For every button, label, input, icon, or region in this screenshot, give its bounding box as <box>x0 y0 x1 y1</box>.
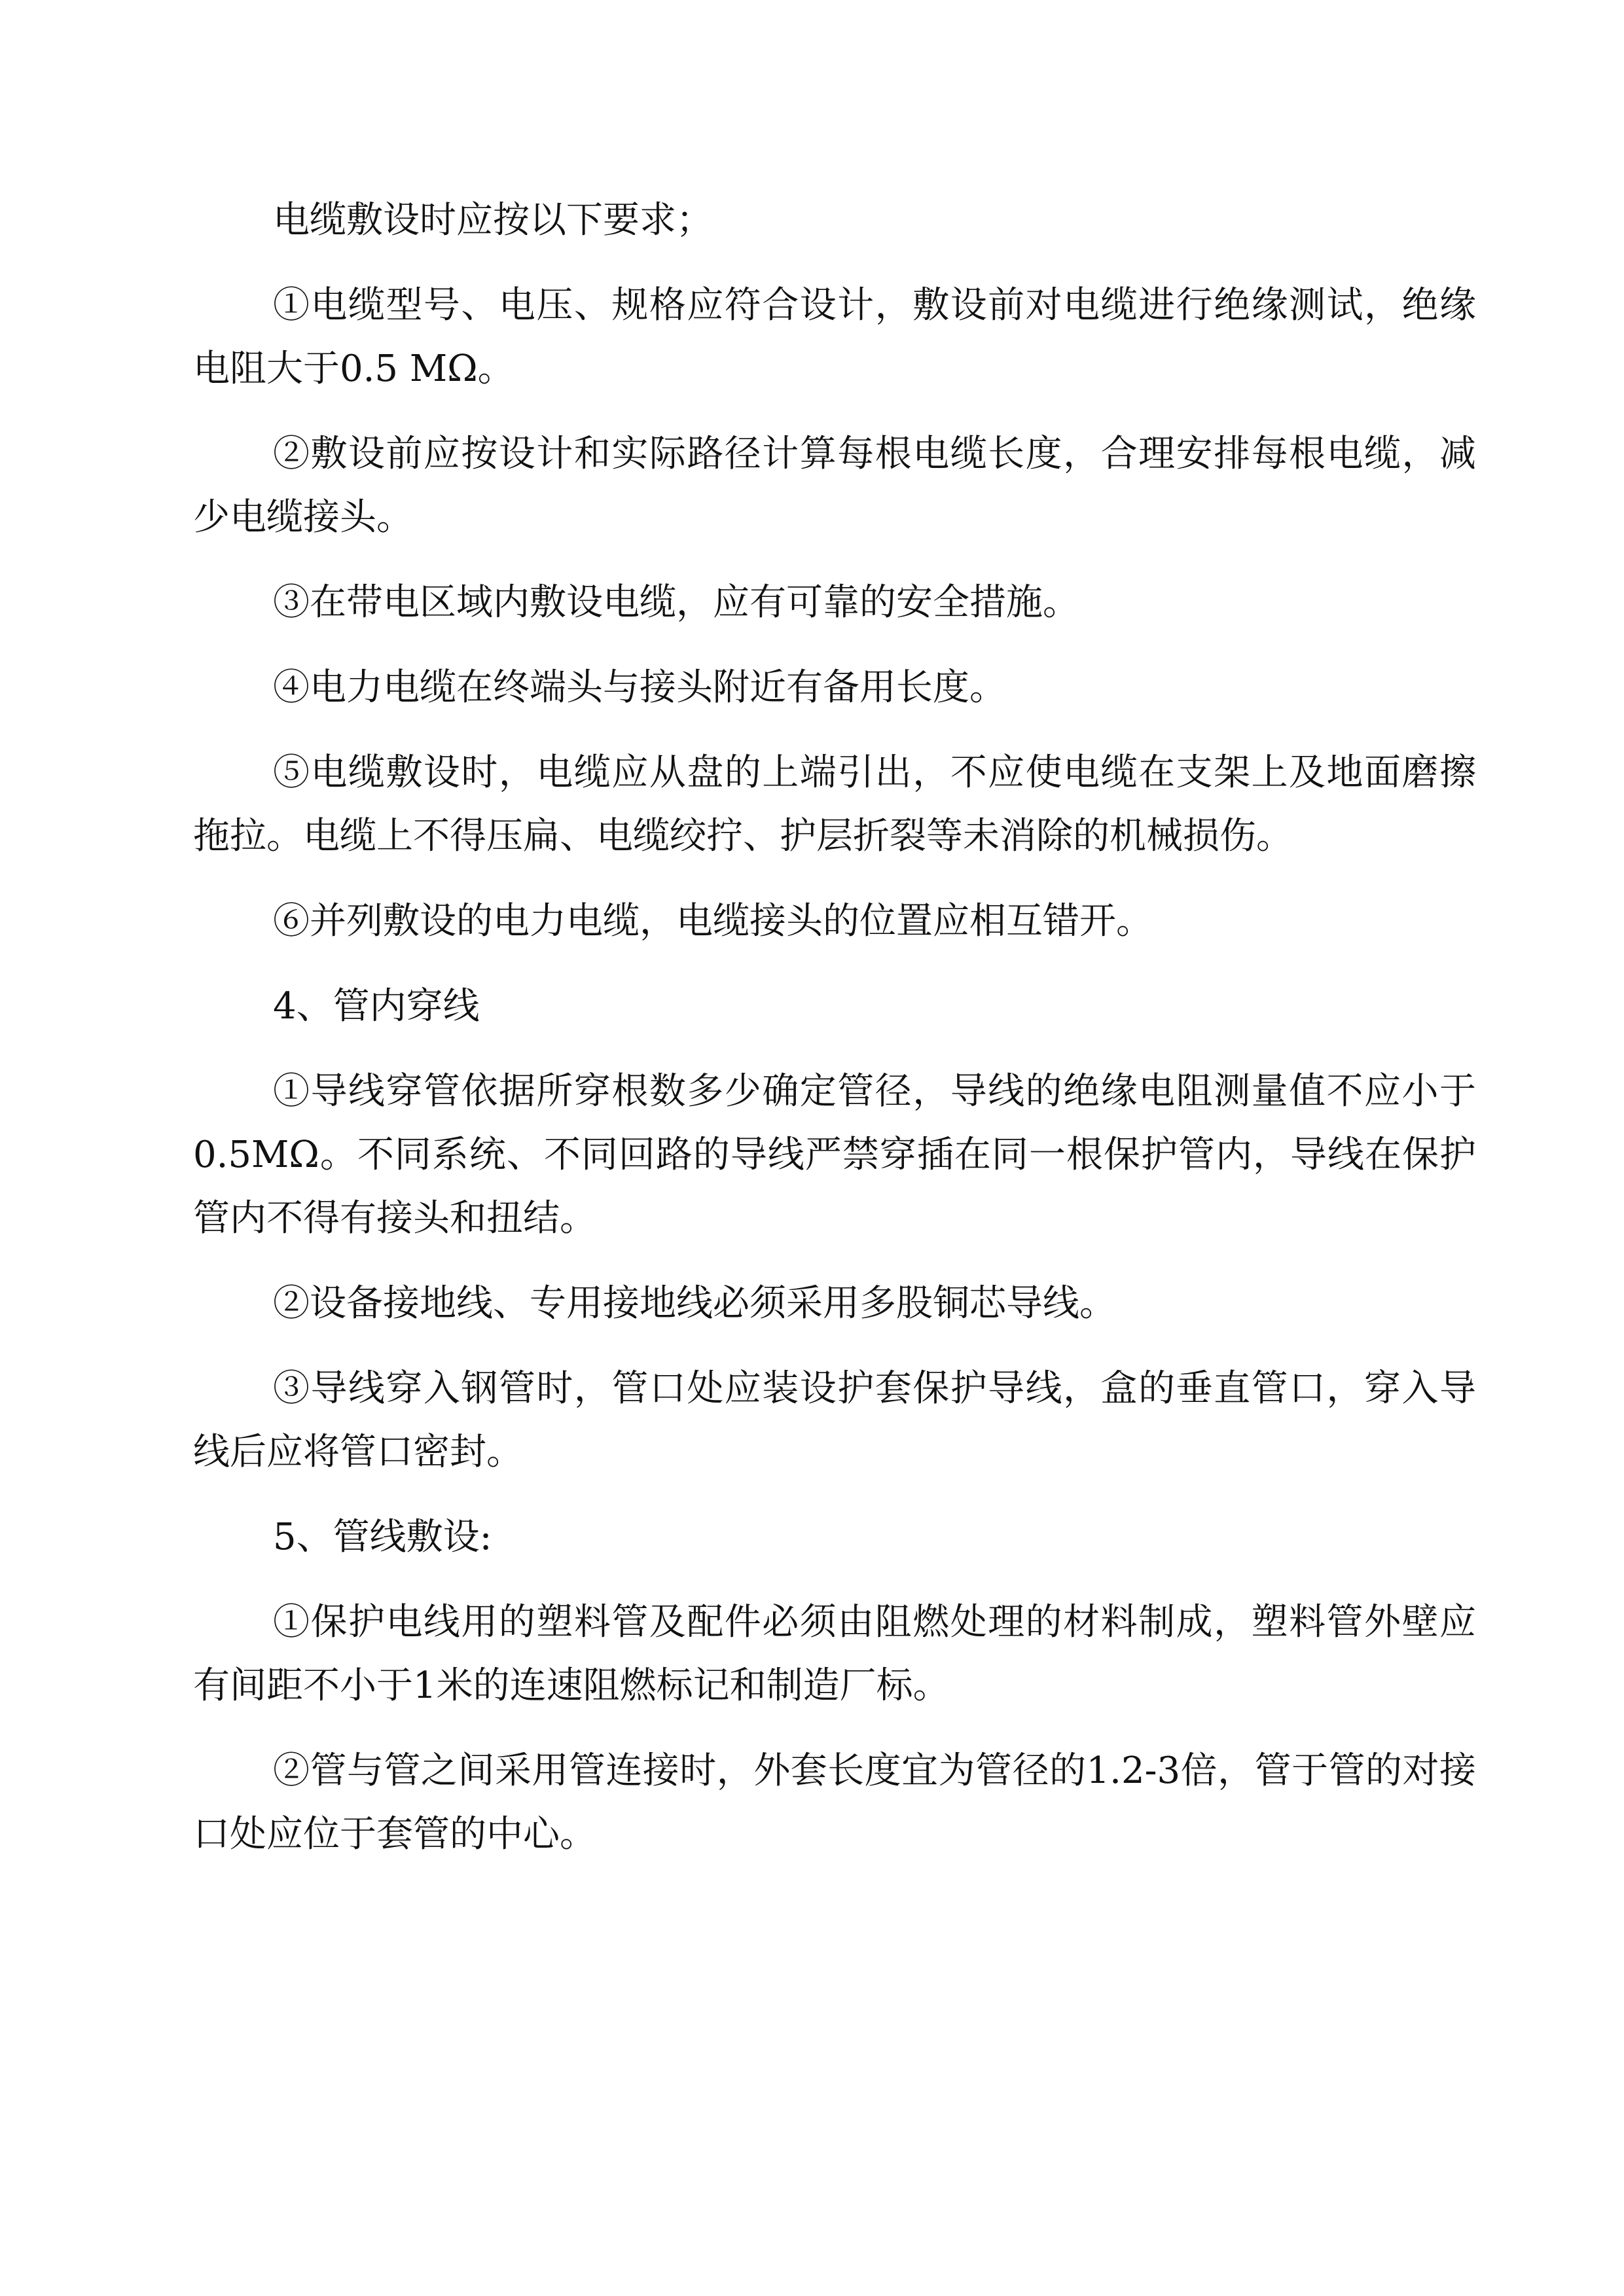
paragraph-cable-reel-handling: ⑤电缆敷设时，电缆应从盘的上端引出，不应使电缆在支架上及地面磨擦拖拉。电缆上不得压扁、电缆绞拧、护层折裂等未消除的机械损伤。 <box>193 751 1476 857</box>
paragraph-parallel-joints: ⑥并列敷设的电力电缆，电缆接头的位置应相互错开。 <box>273 900 1153 942</box>
paragraph-conduit-diameter: ①导线穿管依据所穿根数多少确定管径，导线的绝缘电阻测量值不应小于0.5MΩ。不同系统、不同回路的导线严禁穿插在同一根保护管内，导线在保护管内不得有接头和扭结。 <box>193 1070 1476 1240</box>
paragraph-spare-length: ④电力电缆在终端头与接头附近有备用长度。 <box>273 666 1006 709</box>
paragraph-cable-laying-intro: 电缆敷设时应按以下要求； <box>273 199 713 242</box>
paragraph-live-area-safety: ③在带电区域内敷设电缆，应有可靠的安全措施。 <box>273 581 1079 624</box>
paragraph-flame-retardant-conduit: ①保护电线用的塑料管及配件必须由阻燃处理的材料制成，塑料管外壁应有间距不小于1米的连速阻燃标记和制造厂标。 <box>193 1601 1476 1707</box>
paragraph-cable-length-calc: ②敷设前应按设计和实际路径计算每根电缆长度，合理安排每根电缆，减少电缆接头。 <box>193 433 1476 539</box>
section-heading-conduit-laying: 5、管线敷设: <box>273 1516 492 1558</box>
section-heading-conduit-wiring: 4、管内穿线 <box>273 985 480 1028</box>
paragraph-cable-insulation-test: ①电缆型号、电压、规格应符合设计，敷设前对电缆进行绝缘测试，绝缘电阻大于0.5 MΩ。 <box>193 284 1476 390</box>
paragraph-grounding-wire: ②设备接地线、专用接地线必须采用多股铜芯导线。 <box>273 1282 1116 1325</box>
paragraph-steel-conduit: ③导线穿入钢管时，管口处应装设护套保护导线，盒的垂直管口，穿入导线后应将管口密封。 <box>193 1367 1476 1473</box>
document-body <box>193 188 1476 1888</box>
paragraph-conduit-coupling: ②管与管之间采用管连接时，外套长度宜为管径的1.2-3倍，管于管的对接口处应位于套管的中心。 <box>193 1749 1476 1856</box>
